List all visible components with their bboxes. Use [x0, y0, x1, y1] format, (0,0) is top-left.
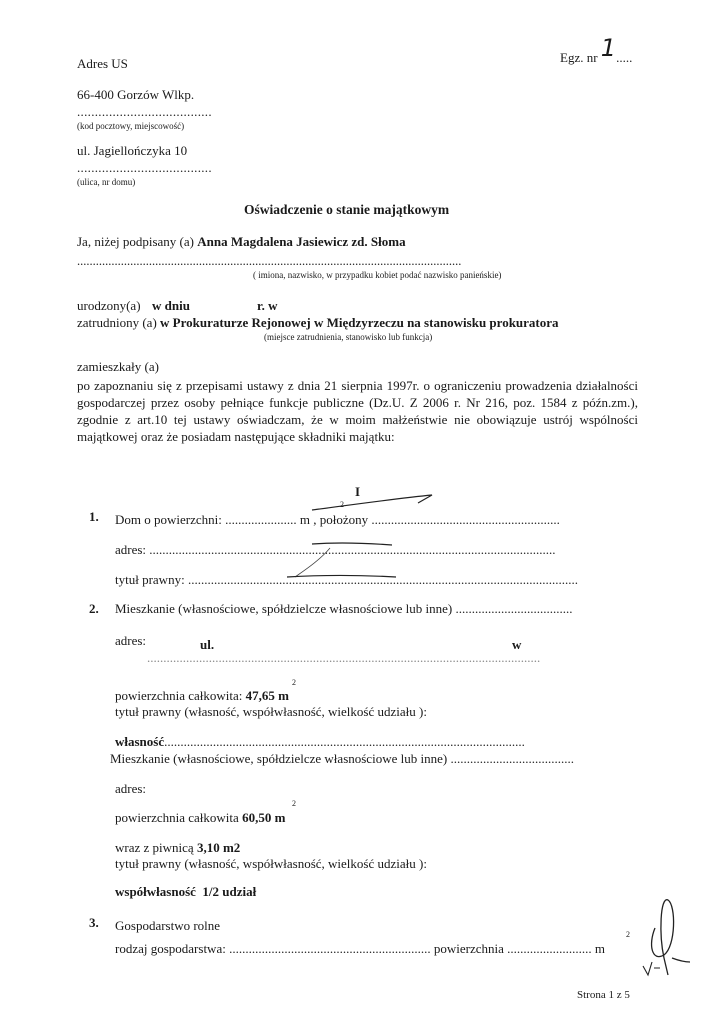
employment-caption: (miejsce zatrudnienia, stanowisko lub funkcja) [264, 332, 433, 342]
item1-house-line: Dom o powierzchni: ...................... m , położony .......................................................... [115, 512, 560, 527]
document-title: Oświadczenie o stanie majątkowym [244, 202, 450, 217]
section-heading: I [355, 484, 361, 499]
strike-line-address [312, 543, 392, 545]
strike-line-diagonal [295, 548, 330, 577]
item2-area-value: 47,65 m [245, 688, 290, 703]
declarant-line: Ja, niżej podpisany (a) Anna Magdalena Jasiewicz zd. Słoma [77, 234, 406, 249]
signature-initial [652, 900, 690, 975]
tax-office-street-caption: (ulica, nr domu) [77, 177, 136, 187]
copy-number: Egz. nr 1..... [560, 34, 633, 65]
strike-line-title [287, 576, 396, 578]
tax-office-city-caption: (kod pocztowy, miejscowość) [77, 121, 185, 131]
item2-area-line: powierzchnia całkowita: 47,65 m [115, 688, 290, 703]
birth-place-prefix: r. w [257, 298, 278, 313]
item2-cellar-line: wraz z piwnicą 3,10 m2 [115, 840, 241, 855]
item2-title-line: własność............................................................................................................... [115, 734, 525, 749]
tax-office-label: Adres US [77, 56, 128, 71]
birth-date-prefix: w dniu [152, 298, 190, 313]
item2-area-exponent: 2 [292, 678, 296, 687]
residence-label: zamieszkały (a) [77, 359, 159, 374]
item3-unit-exponent: 2 [626, 930, 630, 939]
item2-number: 2. [89, 601, 99, 616]
item2-address-label: adres: [115, 633, 147, 648]
copy-number-value: 1 [600, 34, 617, 62]
item1-number: 1. [89, 509, 99, 524]
declarant-dots: ........................................................................................................................... [77, 254, 462, 268]
item2-area2-line: powierzchnia całkowita 60,50 m [115, 810, 286, 825]
signature-mark [643, 962, 660, 975]
item2-area2-value: 60,50 m [242, 810, 286, 825]
item2-title-value: własność [115, 734, 165, 749]
item1-unit-exponent: 2 [340, 500, 344, 509]
page-number: Strona 1 z 5 [577, 989, 630, 1001]
tax-office-street: ul. Jagiellończyka 10 [77, 143, 188, 158]
item2-cellar-value: 3,10 m2 [196, 840, 241, 855]
item3-number: 3. [89, 915, 99, 930]
tax-office-city-dots: ...................................... [77, 104, 212, 119]
intro-paragraph: po zapoznaniu się z przepisami ustawy z dnia 21 sierpnia 1997r. o ograniczeniu prowadzenia działalności gospodarczej przez osoby pełniące funkcje publiczne (Dz.U. Z 2006 r. Nr 216, poz. 1584 z późn.zm.), zgodnie z art.10 tej ustawy oświadczam, że w moim małżeństwie nie obowiązuje ustrój wspólności majątkowej oraz że posiadam następujące składniki majątku: [77, 378, 638, 444]
item1-address-line: adres: ............................................................................................................................. [115, 542, 556, 557]
item2-area2-exponent: 2 [292, 799, 296, 808]
item3-farm-label: Gospodarstwo rolne [115, 918, 221, 933]
employment-value: w Prokuraturze Rejonowej w Międzyrzeczu na stanowisku prokuratora [160, 315, 559, 330]
item2-apartment2-line: Mieszkanie (własnościowe, spółdzielcze własnościowe lub inne) ...................................... [110, 751, 574, 766]
item2-address-dots: ......................................................................................................................... [147, 650, 541, 665]
item2-address2-label: adres: [115, 781, 147, 796]
strike-line-house [312, 495, 432, 510]
item3-type-line: rodzaj gospodarstwa: .............................................................. powierzchnia .......................... m [115, 941, 605, 956]
item2-title2-label: tytuł prawny (własność, współwłasność, wielkość udziału ): [115, 856, 427, 871]
item2-address-street: ul. [200, 637, 215, 652]
item2-title-label: tytuł prawny (własność, współwłasność, wielkość udziału ): [115, 704, 427, 719]
declarant-name: Anna Magdalena Jasiewicz zd. Słoma [197, 234, 406, 249]
birth-label: urodzony(a) [77, 298, 141, 313]
declarant-caption: ( imiona, nazwisko, w przypadku kobiet podać nazwisko panieńskie) [253, 270, 502, 280]
tax-office-city: 66-400 Gorzów Wlkp. [77, 87, 195, 102]
item2-apartment-line: Mieszkanie (własnościowe, spółdzielcze własnościowe lub inne) .................................... [115, 601, 573, 616]
item1-title-line: tytuł prawny: ........................................................................................................................ [115, 572, 578, 587]
employment-line: zatrudniony (a) w Prokuraturze Rejonowej w Międzyrzeczu na stanowisku prokuratora [77, 315, 559, 330]
tax-office-street-dots: ...................................... [77, 160, 212, 175]
item2-address-city: w [512, 637, 522, 652]
item2-title2-line: współwłasność 1/2 udział [115, 884, 257, 899]
